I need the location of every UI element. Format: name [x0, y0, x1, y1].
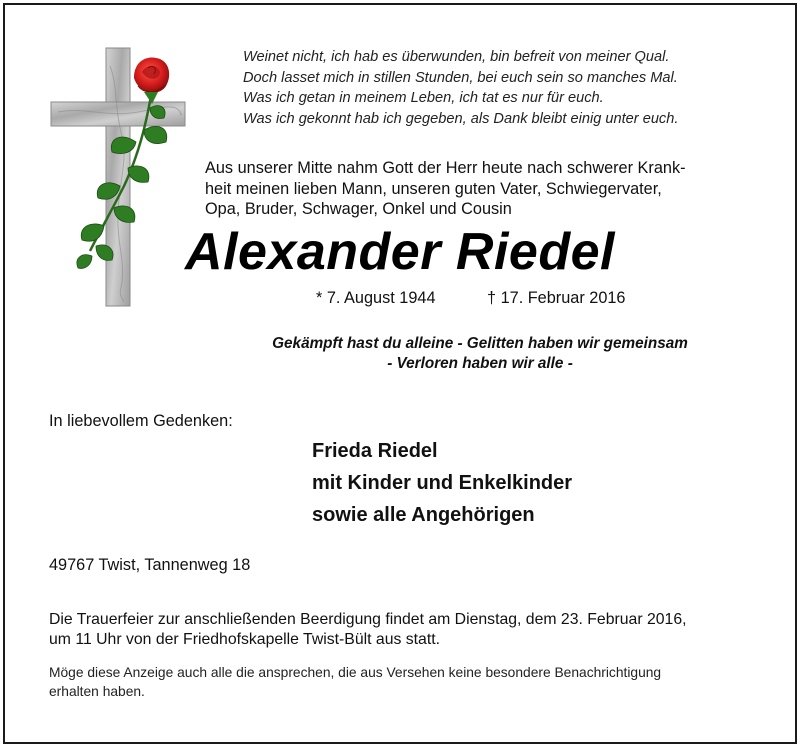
poem-line: Was ich gekonnt hab ich gegeben, als Dank bleibt einig unter euch.: [243, 110, 679, 127]
mourners-list: [312, 435, 572, 531]
mourners-label: In liebevollem Gedenken:: [49, 412, 233, 430]
deceased-name: Alexander Riedel: [185, 223, 615, 281]
funeral-info: [49, 610, 687, 650]
intro-line: Aus unserer Mitte nahm Gott der Herr heute nach schwerer Krank-: [205, 159, 686, 177]
notification-note: [49, 664, 661, 701]
poem-line: Weinet nicht, ich hab es überwunden, bin befreit von meiner Qual.: [243, 49, 670, 65]
mourner-line: sowie alle Angehörigen: [312, 504, 535, 526]
note-line: Möge diese Anzeige auch alle die ansprechen, die aus Versehen keine besondere Benachrichtigung: [49, 665, 662, 680]
mourner-line: mit Kinder und Enkelkinder: [312, 472, 573, 494]
poem-line: Doch lasset mich in stillen Stunden, bei euch sein so manches Mal.: [243, 69, 678, 86]
intro-text: [205, 158, 686, 220]
funeral-line: um 11 Uhr von der Friedhofskapelle Twist-Bült aus statt.: [49, 631, 441, 648]
death-date: † 17. Februar 2016: [487, 289, 626, 307]
motto-line-2: - Verloren haben wir alle -: [387, 355, 573, 372]
motto-line-1: Gekämpft hast du alleine - Gelitten haben wir gemeinsam: [272, 335, 688, 352]
intro-line: Opa, Bruder, Schwager, Onkel und Cousin: [205, 200, 512, 218]
intro-line: heit meinen lieben Mann, unseren guten Vater, Schwiegervater,: [205, 179, 662, 198]
address: 49767 Twist, Tannenweg 18: [49, 556, 251, 574]
motto: [0, 334, 800, 374]
poem-line: Was ich getan in meinem Leben, ich tat es nur für euch.: [243, 90, 604, 106]
mourner-line: Frieda Riedel: [312, 440, 438, 462]
poem: [243, 47, 678, 129]
note-line: erhalten haben.: [49, 683, 145, 699]
birth-date: * 7. August 1944: [316, 289, 436, 307]
funeral-line: Die Trauerfeier zur anschließenden Beerdigung findet am Dienstag, dem 23. Februar 2016,: [49, 611, 687, 628]
